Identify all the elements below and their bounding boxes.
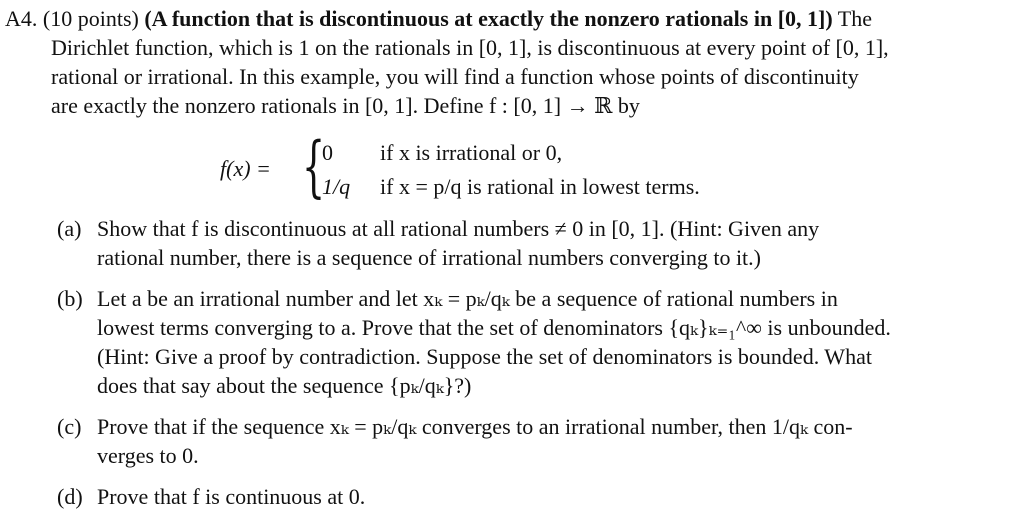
part-line: Prove that f is continuous at 0. — [97, 484, 366, 509]
case1-value: 0 — [322, 140, 333, 165]
intro-line-0: The — [837, 6, 872, 31]
intro-line-2: rational or irrational. In this example, you will find a function whose points of discontinuity — [51, 64, 859, 89]
problem-number: A4. — [5, 6, 38, 31]
part-b — [57, 284, 987, 400]
part-body — [57, 412, 987, 470]
problem-statement — [5, 4, 1000, 120]
part-a — [57, 214, 987, 272]
part-label: (a) — [57, 216, 82, 241]
part-label: (c) — [57, 414, 82, 439]
part-line: Show that f is discontinuous at all rational numbers ≠ 0 in [0, 1]. (Hint: Given any — [97, 216, 820, 241]
part-body — [57, 284, 987, 400]
left-brace-icon: { — [302, 128, 326, 205]
part-label: (b) — [57, 286, 83, 311]
intro-line-1: Dirichlet function, which is 1 on the rationals in [0, 1], is discontinuous at every point of [0, 1], — [51, 35, 889, 60]
parts-list — [57, 214, 987, 523]
problem-header-line — [5, 4, 1000, 33]
part-label: (d) — [57, 484, 83, 509]
part-line: does that say about the sequence {pₖ/qₖ}?) — [97, 373, 472, 398]
part-line: verges to 0. — [97, 443, 199, 468]
intro-line-3: are exactly the nonzero rationals in [0, 1]. Define f : [0, 1] → ℝ by — [51, 93, 640, 118]
part-line: lowest terms converging to a. Prove that the set of denominators {qₖ}ₖ₌₁^∞ is unbounded. — [97, 315, 891, 340]
problem-points: (10 points) — [42, 6, 139, 31]
part-d — [57, 482, 987, 511]
part-line: Prove that if the sequence xₖ = pₖ/qₖ converges to an irrational number, then 1/qₖ con- — [97, 414, 853, 439]
case2-value: 1/q — [322, 174, 351, 199]
part-body — [57, 214, 987, 272]
part-line: (Hint: Give a proof by contradiction. Suppose the set of denominators is bounded. What — [97, 344, 872, 369]
definition-lhs: f(x) = — [220, 156, 271, 181]
part-line: Let a be an irrational number and let xₖ = pₖ/qₖ be a sequence of rational numbers in — [97, 286, 838, 311]
case2-condition: if x = p/q is rational in lowest terms. — [380, 174, 700, 199]
problem-title: (A function that is discontinuous at exactly the nonzero rationals in [0, 1]) — [144, 6, 833, 31]
function-definition — [210, 128, 810, 205]
part-c — [57, 412, 987, 470]
part-line: rational number, there is a sequence of irrational numbers converging to it.) — [97, 245, 761, 270]
part-body — [57, 482, 987, 511]
case1-condition: if x is irrational or 0, — [380, 140, 563, 165]
